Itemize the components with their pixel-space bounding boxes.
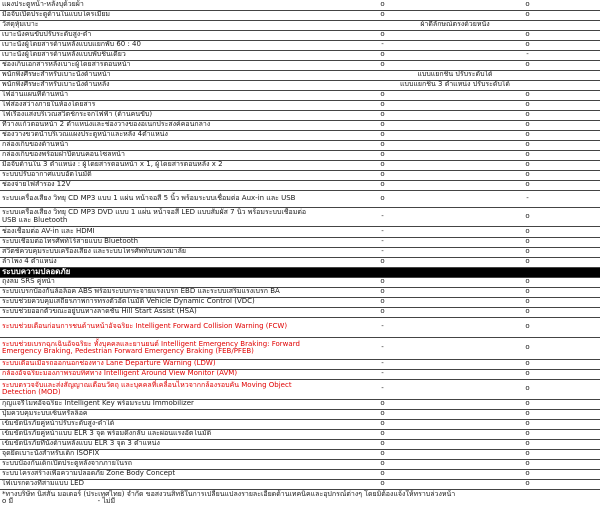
- variant-2-value: o: [455, 369, 600, 379]
- feature-label: ระบบช่วยออกตัวขณะอยู่บนทางลาดชัน Hill Start Assist (HSA): [0, 307, 310, 317]
- variant-2-value: -: [455, 50, 600, 60]
- variant-2-value: o: [455, 287, 600, 297]
- variant-1-value: o: [310, 180, 455, 190]
- variant-1-value: o: [310, 307, 455, 317]
- variant-2-value: o: [455, 429, 600, 439]
- feature-label: ช่องเก็บเอกสารหลังเบาะผู้โดยสารตอนหน้า: [0, 60, 310, 70]
- variant-1-value: o: [310, 190, 455, 207]
- spec-row: [0, 110, 600, 120]
- spec-row: [0, 140, 600, 150]
- feature-label: ระบบเตือนเมื่อรถออกนอกช่องทาง Lane Departure Warning (LDW): [0, 359, 310, 369]
- variant-2-value: o: [455, 337, 600, 359]
- variant-1-value: o: [310, 459, 455, 469]
- feature-label: ไฟเรืองแสงบริเวณสวิตช์กระจกไฟฟ้า (ด้านคนขับ): [0, 110, 310, 120]
- feature-label: เบาะนั่งผู้โดยสารด้านหลังแบบแยกพับ 60 : 40: [0, 40, 310, 50]
- spec-row: [0, 287, 600, 297]
- variant-1-value: o: [310, 170, 455, 180]
- variant-1-value: -: [310, 247, 455, 257]
- variant-1-value: -: [310, 317, 455, 337]
- variant-2-value: o: [455, 40, 600, 50]
- variant-1-value: o: [310, 130, 455, 140]
- feature-label: แผงประตูหน้า-หลังบุด้วยผ้า: [0, 0, 310, 10]
- feature-label: ระบบโครงสร้างเพื่อความปลอดภัย Zone Body Concept: [0, 469, 310, 479]
- spec-row: [0, 160, 600, 170]
- spec-row: [0, 237, 600, 247]
- feature-label: เบาะนั่งผู้โดยสารด้านหลังแบบพับชิ้นเดียว: [0, 50, 310, 60]
- variant-1-value: -: [310, 337, 455, 359]
- variant-1-value: -: [310, 369, 455, 379]
- spec-row: [0, 10, 600, 20]
- variant-2-value: o: [455, 60, 600, 70]
- variant-2-value: o: [455, 307, 600, 317]
- variant-2-value: o: [455, 170, 600, 180]
- feature-label: พนักพิงศีรษะสำหรับเบาะนั่งด้านหลัง: [0, 80, 310, 90]
- feature-label: ระบบเครื่องเสียง วิทยุ CD MP3 DVD แบบ 1 แผ่น หน้าจอสี LED แบบสัมผัส 7 นิ้ว พร้อมระบบเชื่อมต่อ USB และ Bluetooth: [0, 207, 310, 226]
- spec-row: [0, 30, 600, 40]
- feature-label: ไฟอ่านแผนที่ด้านหน้า: [0, 90, 310, 100]
- feature-value-shared: ผ้าดีลักษณ์ตรงด้วยหนัง: [310, 20, 600, 30]
- spec-row: [0, 90, 600, 100]
- variant-2-value: o: [455, 180, 600, 190]
- feature-label: ระบบช่วยเบรกฉุกเฉินอัจฉริยะ ทั้งบุคคลและยานยนต์ Intelligent Emergency Braking: Forward Emergency Braking, Pedestrian Forward Emergency Braking (FEB/PFEB): [0, 337, 310, 359]
- feature-label: กุญแจรีโมทอัจฉริยะ Intelligent Key พร้อมระบบ Immobilizer: [0, 399, 310, 409]
- spec-row: [0, 60, 600, 70]
- spec-row: [0, 297, 600, 307]
- feature-label: ระบบเบรกป้องกันล้อล็อค ABS พร้อมระบบกระจายแรงเบรก EBD และระบบเสริมแรงเบรก BA: [0, 287, 310, 297]
- variant-2-value: o: [455, 439, 600, 449]
- feature-label: ระบบช่วยควบคุมเสถียรภาพการทรงตัวอัตโนมัติ Vehicle Dynamic Control (VDC): [0, 297, 310, 307]
- feature-label: มือจับด้านใน 3 ตำแหน่ง : ผู้โดยสารตอนหน้า x 1, ผู้โดยสารตอนหลัง x 2: [0, 160, 310, 170]
- variant-1-value: o: [310, 287, 455, 297]
- variant-2-value: o: [455, 100, 600, 110]
- variant-2-value: o: [455, 247, 600, 257]
- variant-1-value: o: [310, 429, 455, 439]
- spec-row: [0, 307, 600, 317]
- spec-row: [0, 0, 600, 10]
- spec-row: [0, 70, 600, 80]
- variant-1-value: -: [310, 207, 455, 226]
- feature-label: ระบบเครื่องเสียง วิทยุ CD MP3 แบบ 1 แผ่น หน้าจอสี 5 นิ้ว พร้อมระบบเชื่อมต่อ Aux-in และ USB: [0, 190, 310, 207]
- disclaimer-text: *ทางบริษัท นิสสัน มอเตอร์ (ประเทศไทย) จำกัด ขอสงวนสิทธิในการเปลี่ยนแปลงรายละเอียดด้านเทคนิคและอุปกรณ์ต่างๆ โดยมิต้องแจ้งให้ทราบล่วงหน้า: [2, 489, 456, 498]
- variant-2-value: o: [455, 110, 600, 120]
- variant-1-value: o: [310, 439, 455, 449]
- variant-1-value: -: [310, 237, 455, 247]
- feature-label: กล่องเก็บของด้านหน้า: [0, 140, 310, 150]
- spec-row: [0, 170, 600, 180]
- feature-label: ระบบเชื่อมต่อโทรศัพท์ไร้สายแบบ Bluetooth: [0, 237, 310, 247]
- feature-label: มือจับเปิดประตูด้านในแบบโครเมียม: [0, 10, 310, 20]
- variant-2-value: o: [455, 226, 600, 237]
- feature-label: เข็มขัดนิรภัยคู่หน้าแบบ ELR 3 จุด พร้อมดึงกลับ และผ่อนแรงอัตโนมัติ: [0, 429, 310, 439]
- section-header: [0, 267, 600, 277]
- variant-2-value: o: [455, 237, 600, 247]
- variant-2-value: o: [455, 10, 600, 20]
- variant-1-value: o: [310, 100, 455, 110]
- variant-1-value: o: [310, 0, 455, 10]
- feature-label: เข็มขัดนิรภัยที่นั่งด้านหลังแบบ ELR 3 จุด 3 ตำแหน่ง: [0, 439, 310, 449]
- spec-row: [0, 40, 600, 50]
- spec-row: [0, 317, 600, 337]
- spec-row: [0, 20, 600, 30]
- variant-2-value: o: [455, 479, 600, 489]
- feature-label: ระบบป้องกันเด็กเปิดประตูหลังจากภายในรถ: [0, 459, 310, 469]
- variant-2-value: -: [455, 190, 600, 207]
- variant-1-value: -: [310, 359, 455, 369]
- variant-2-value: o: [455, 130, 600, 140]
- spec-row: [0, 257, 600, 267]
- feature-label: ไฟส่องสว่างภายในห้องโดยสาร: [0, 100, 310, 110]
- variant-1-value: -: [310, 40, 455, 50]
- spec-row: [0, 226, 600, 237]
- spec-row: [0, 449, 600, 459]
- variant-1-value: o: [310, 50, 455, 60]
- feature-value-shared: แบบแยกชิ้น 3 ตำแหน่ง ปรับระดับได้: [310, 80, 600, 90]
- variant-1-value: o: [310, 140, 455, 150]
- variant-1-value: o: [310, 419, 455, 429]
- variant-2-value: o: [455, 469, 600, 479]
- variant-2-value: o: [455, 120, 600, 130]
- spec-row: [0, 100, 600, 110]
- variant-1-value: o: [310, 110, 455, 120]
- spec-row: [0, 479, 600, 489]
- variant-2-value: o: [455, 0, 600, 10]
- variant-1-value: o: [310, 90, 455, 100]
- feature-label: ที่วางแก้วตอนหน้า 2 ตำแหน่งและช่องวางของอเนกประสงค์คอนกลาง: [0, 120, 310, 130]
- variant-1-value: o: [310, 479, 455, 489]
- feature-label: ปุ่มควบคุมระบบเซ็นทรัลล็อค: [0, 409, 310, 419]
- spec-row: [0, 150, 600, 160]
- spec-row: [0, 399, 600, 409]
- spec-row: [0, 80, 600, 90]
- spec-row: [0, 337, 600, 359]
- variant-2-value: o: [455, 90, 600, 100]
- feature-label: ช่องจ่ายไฟสำรอง 12V: [0, 180, 310, 190]
- section-title: ระบบความปลอดภัย: [0, 267, 600, 277]
- legend: [2, 498, 598, 506]
- feature-label: กล้องอัจฉริยะมองภาพรอบทิศทาง Intelligent Around View Monitor (AVM): [0, 369, 310, 379]
- variant-1-value: o: [310, 120, 455, 130]
- feature-label: เบาะนั่งคนขับปรับระดับสูง-ต่ำ: [0, 30, 310, 40]
- variant-2-value: o: [455, 30, 600, 40]
- spec-row: [0, 190, 600, 207]
- variant-1-value: o: [310, 469, 455, 479]
- variant-1-value: o: [310, 10, 455, 20]
- variant-1-value: o: [310, 297, 455, 307]
- feature-label: สวิตช์ควบคุมระบบเครื่องเสียง และระบบโทรศัพท์บนพวงมาลัย: [0, 247, 310, 257]
- spec-row: [0, 459, 600, 469]
- feature-label: วัสดุหุ้มเบาะ: [0, 20, 310, 30]
- spec-row: [0, 120, 600, 130]
- spec-row: [0, 50, 600, 60]
- variant-2-value: o: [455, 140, 600, 150]
- variant-1-value: -: [310, 379, 455, 399]
- spec-row: [0, 379, 600, 399]
- feature-value-shared: แบบแยกชิ้น ปรับระดับได้: [310, 70, 600, 80]
- feature-label: ไฟเบรกดวงที่สามแบบ LED: [0, 479, 310, 489]
- variant-1-value: o: [310, 30, 455, 40]
- spec-row: [0, 429, 600, 439]
- variant-1-value: o: [310, 409, 455, 419]
- feature-label: กล่องเก็บของพร้อมฝาปิดบนคอนโซลหน้า: [0, 150, 310, 160]
- variant-1-value: -: [310, 226, 455, 237]
- variant-2-value: o: [455, 297, 600, 307]
- variant-2-value: o: [455, 379, 600, 399]
- spec-row: [0, 130, 600, 140]
- spec-row: [0, 469, 600, 479]
- variant-1-value: o: [310, 160, 455, 170]
- feature-label: พนักพิงศีรษะสำหรับเบาะนั่งด้านหน้า: [0, 70, 310, 80]
- spec-row: [0, 419, 600, 429]
- feature-label: ช่องเชื่อมต่อ AV-in และ HDMI: [0, 226, 310, 237]
- feature-label: ระบบตรวจจับและส่งสัญญาณเตือนวัตถุ และบุคคลที่เคลื่อนไหวจากกล้องรอบคัน Moving Object Detection (MOD): [0, 379, 310, 399]
- spec-row: [0, 439, 600, 449]
- spec-row: [0, 359, 600, 369]
- variant-2-value: o: [455, 449, 600, 459]
- spec-row: [0, 369, 600, 379]
- variant-2-value: o: [455, 207, 600, 226]
- feature-label: เข็มขัดนิรภัยคู่หน้าปรับระดับสูง-ต่ำได้: [0, 419, 310, 429]
- variant-2-value: o: [455, 160, 600, 170]
- spec-row: [0, 409, 600, 419]
- variant-2-value: o: [455, 459, 600, 469]
- legend-none: - ไม่มี: [97, 497, 116, 506]
- variant-1-value: o: [310, 60, 455, 70]
- variant-2-value: o: [455, 257, 600, 267]
- variant-1-value: o: [310, 277, 455, 287]
- variant-2-value: o: [455, 277, 600, 287]
- variant-1-value: o: [310, 399, 455, 409]
- footnote: [0, 490, 600, 507]
- variant-2-value: o: [455, 317, 600, 337]
- variant-2-value: o: [455, 419, 600, 429]
- variant-2-value: o: [455, 409, 600, 419]
- spec-row: [0, 277, 600, 287]
- feature-label: ช่องวางขวดน้ำบริเวณแผงประตูหน้าและหลัง 4ตำแหน่ง: [0, 130, 310, 140]
- spec-row: [0, 207, 600, 226]
- variant-1-value: o: [310, 257, 455, 267]
- legend-have: o มี: [2, 497, 14, 506]
- variant-2-value: o: [455, 399, 600, 409]
- variant-2-value: o: [455, 359, 600, 369]
- variant-1-value: o: [310, 150, 455, 160]
- feature-label: จุดยึดเบาะนั่งสำหรับเด็ก ISOFIX: [0, 449, 310, 459]
- spec-row: [0, 180, 600, 190]
- feature-label: ลำโพง 4 ตำแหน่ง: [0, 257, 310, 267]
- variant-2-value: o: [455, 150, 600, 160]
- feature-label: ระบบช่วยเตือนก่อนการชนด้านหน้าอัจฉริยะ Intelligent Forward Collision Warning (FCW): [0, 317, 310, 337]
- feature-label: ระบบปรับอากาศแบบอัตโนมัติ: [0, 170, 310, 180]
- spec-row: [0, 247, 600, 257]
- feature-label: ถุงลม SRS คู่หน้า: [0, 277, 310, 287]
- variant-1-value: o: [310, 449, 455, 459]
